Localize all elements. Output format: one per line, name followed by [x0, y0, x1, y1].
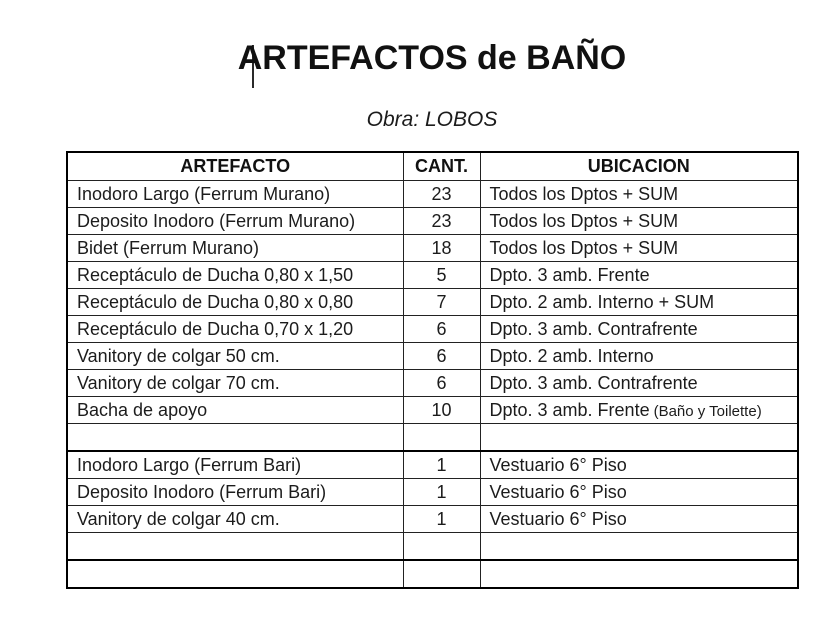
ubicacion-text: Dpto. 3 amb. Contrafrente [489, 318, 698, 339]
cell-artefacto: Receptáculo de Ducha 0,70 x 1,20 [67, 316, 403, 343]
ubicacion-text: Vestuario 6° Piso [489, 508, 627, 529]
table-row [67, 424, 798, 452]
cell-ubicacion [480, 506, 798, 533]
cell-artefacto: Bacha de apoyo [67, 397, 403, 424]
document-subtitle: Obra: LOBOS [366, 108, 498, 131]
table-row [67, 316, 798, 343]
table-row [67, 370, 798, 397]
cell-artefacto: Deposito Inodoro (Ferrum Murano) [67, 208, 403, 235]
cell-ubicacion [480, 235, 798, 262]
column-header-cant: CANT. [403, 152, 480, 181]
header-row [67, 152, 798, 181]
table-row [67, 181, 798, 208]
cell-cant [403, 560, 480, 588]
cell-ubicacion [480, 208, 798, 235]
cell-ubicacion [480, 289, 798, 316]
cell-artefacto: Vanitory de colgar 50 cm. [67, 343, 403, 370]
cell-cant: 1 [403, 451, 480, 479]
cell-artefacto: Inodoro Largo (Ferrum Bari) [67, 451, 403, 479]
table-row [67, 506, 798, 533]
ubicacion-text: Vestuario 6° Piso [489, 481, 627, 502]
ubicacion-text: Vestuario 6° Piso [489, 454, 627, 475]
cell-cant [403, 533, 480, 561]
ubicacion-note: (Baño y Toilette) [653, 402, 762, 420]
cell-ubicacion [480, 560, 798, 588]
artefactos-table [66, 151, 799, 589]
column-header-artefacto: ARTEFACTO [67, 152, 403, 181]
ubicacion-text: Dpto. 3 amb. Contrafrente [489, 372, 698, 393]
cell-ubicacion [480, 424, 798, 452]
ubicacion-text: Dpto. 2 amb. Interno [489, 345, 654, 366]
cell-cant: 6 [403, 343, 480, 370]
cell-artefacto: Deposito Inodoro (Ferrum Bari) [67, 479, 403, 506]
ubicacion-text: Dpto. 3 amb. Frente [489, 399, 650, 420]
column-header-ubicacion: UBICACION [480, 152, 798, 181]
cell-artefacto: Inodoro Largo (Ferrum Murano) [67, 181, 403, 208]
cell-cant: 7 [403, 289, 480, 316]
ubicacion-text: Todos los Dptos + SUM [489, 210, 679, 231]
ubicacion-text: Todos los Dptos + SUM [489, 237, 679, 258]
document-title: ARTEFACTOS de BAÑO [237, 39, 627, 77]
cell-cant: 1 [403, 479, 480, 506]
table-row [67, 235, 798, 262]
cell-artefacto [67, 533, 403, 561]
table-row [67, 289, 798, 316]
cell-artefacto: Receptáculo de Ducha 0,80 x 1,50 [67, 262, 403, 289]
cell-ubicacion [480, 479, 798, 506]
cell-artefacto [67, 560, 403, 588]
cell-cant: 6 [403, 316, 480, 343]
cell-ubicacion [480, 533, 798, 561]
table-row [67, 533, 798, 561]
cell-cant [403, 424, 480, 452]
table-row [67, 208, 798, 235]
cell-cant: 23 [403, 208, 480, 235]
cell-cant: 23 [403, 181, 480, 208]
cell-cant: 6 [403, 370, 480, 397]
cell-artefacto: Vanitory de colgar 70 cm. [67, 370, 403, 397]
cell-artefacto: Bidet (Ferrum Murano) [67, 235, 403, 262]
cell-ubicacion [480, 370, 798, 397]
cell-ubicacion [480, 316, 798, 343]
ubicacion-text: Dpto. 3 amb. Frente [489, 264, 650, 285]
cell-artefacto [67, 424, 403, 452]
cell-ubicacion [480, 181, 798, 208]
table-row [67, 397, 798, 424]
ubicacion-text: Dpto. 2 amb. Interno + SUM [489, 291, 715, 312]
cell-cant: 18 [403, 235, 480, 262]
cell-ubicacion [480, 397, 798, 424]
cell-cant: 10 [403, 397, 480, 424]
cell-ubicacion [480, 343, 798, 370]
table-row [67, 479, 798, 506]
cell-cant: 5 [403, 262, 480, 289]
table-row [67, 560, 798, 588]
cell-artefacto: Vanitory de colgar 40 cm. [67, 506, 403, 533]
table-body [67, 181, 798, 589]
cell-artefacto: Receptáculo de Ducha 0,80 x 0,80 [67, 289, 403, 316]
cell-ubicacion [480, 451, 798, 479]
cell-ubicacion [480, 262, 798, 289]
table-row [67, 262, 798, 289]
table-row [67, 451, 798, 479]
ubicacion-text: Todos los Dptos + SUM [489, 183, 679, 204]
table-row [67, 343, 798, 370]
cell-cant: 1 [403, 506, 480, 533]
